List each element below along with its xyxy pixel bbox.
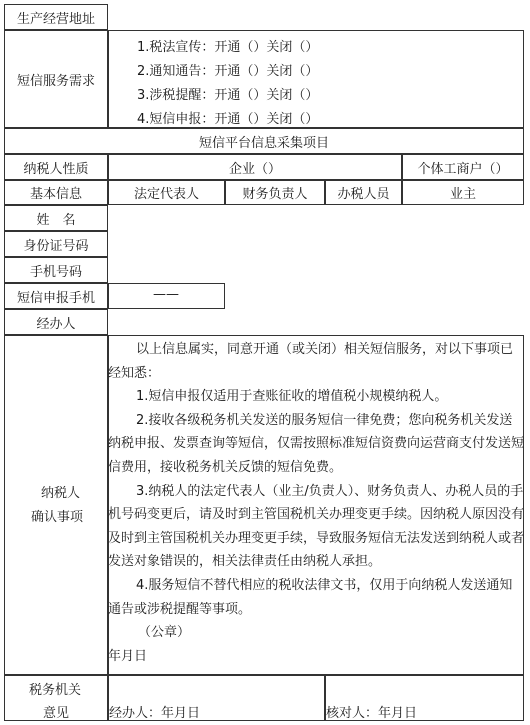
header-legal-rep: 法定代表人 bbox=[108, 180, 225, 205]
confirm-text bbox=[108, 338, 524, 668]
checker-signature: 核对人：年月日 bbox=[326, 706, 418, 721]
handler-cell bbox=[108, 675, 325, 721]
confirm-paragraph-intro: 以上信息属实，同意开通（或关闭）相关短信服务，对以下事项已经知悉： bbox=[108, 342, 514, 381]
collect-title: 短信平台信息采集项目 bbox=[4, 128, 524, 154]
confirm-paragraph-2: 2.接收各级税务机关发送的服务短信一律免费；您向税务机关发送纳税申报、发票查询等短信，仅需按照标准短信资费向运营商支付发送短信费用，接收税务机关反馈的短信免费。 bbox=[108, 412, 525, 475]
sms-option-1: 1.税法宣传：开通（）关闭（） bbox=[137, 40, 319, 55]
sms-option-3: 3.涉税提醒：开通（）关闭（） bbox=[137, 88, 319, 103]
taxpayer-type-label: 纳税人性质 bbox=[4, 154, 108, 180]
checker-cell bbox=[325, 675, 524, 721]
header-tax-staff: 办税人员 bbox=[325, 180, 402, 205]
tax-office-label-cell bbox=[4, 675, 108, 721]
basic-info-label: 基本信息 bbox=[4, 180, 108, 205]
header-finance-head: 财务负责人 bbox=[225, 180, 325, 205]
seal-text: （公章） bbox=[138, 625, 191, 641]
sms-phone-cell bbox=[108, 283, 225, 309]
row-handler-label: 经办人 bbox=[4, 309, 108, 335]
tax-office-label-line2: 意见 bbox=[43, 706, 70, 721]
header-owner: 业主 bbox=[402, 180, 524, 205]
confirm-paragraph-3: 3.纳税人的法定代表人（业主/负责人）、财务负责人、办税人员的手机号码变更后，请及时到主管国税机关办理变更手续。因纳税人原因没有及时到主管国税机关办理变更手续，导致服务短信无法发送到纳税人或者发送对象错误的，相关法律责任由纳税人承担。 bbox=[108, 483, 525, 570]
sms-need-label: 短信服务需求 bbox=[4, 30, 108, 128]
confirm-paragraph-4: 4.服务短信不替代相应的税收法律文书，仅用于向纳税人发送通知通告或涉税提醒等事项。 bbox=[108, 577, 513, 617]
dash-placeholder: —— bbox=[153, 287, 179, 302]
sms-option-2: 2.通知通告：开通（）关闭（） bbox=[137, 64, 319, 79]
sms-option-4: 4.短信申报：开通（）关闭（） bbox=[137, 112, 319, 127]
confirm-label-line1: 纳税人 bbox=[41, 486, 81, 501]
confirm-label-cell bbox=[4, 335, 108, 675]
row-sms-phone-label: 短信申报手机 bbox=[4, 283, 108, 309]
confirm-label-line2: 确认事项 bbox=[31, 510, 84, 525]
tax-office-label-line1: 税务机关 bbox=[29, 683, 82, 698]
sms-options-cell bbox=[108, 30, 524, 128]
address-label: 生产经营地址 bbox=[4, 4, 108, 30]
confirm-date: 年月日 bbox=[108, 648, 148, 664]
row-name-label: 姓 名 bbox=[4, 205, 108, 231]
row-id-label: 身份证号码 bbox=[4, 231, 108, 257]
individual-option[interactable]: 个体工商户（） bbox=[402, 154, 524, 180]
row-phone-label: 手机号码 bbox=[4, 257, 108, 283]
confirm-paragraph-1: 1.短信申报仅适用于查账征收的增值税小规模纳税人。 bbox=[136, 389, 448, 405]
handler-signature: 经办人：年月日 bbox=[109, 706, 201, 721]
enterprise-option[interactable]: 企业（） bbox=[108, 154, 402, 180]
